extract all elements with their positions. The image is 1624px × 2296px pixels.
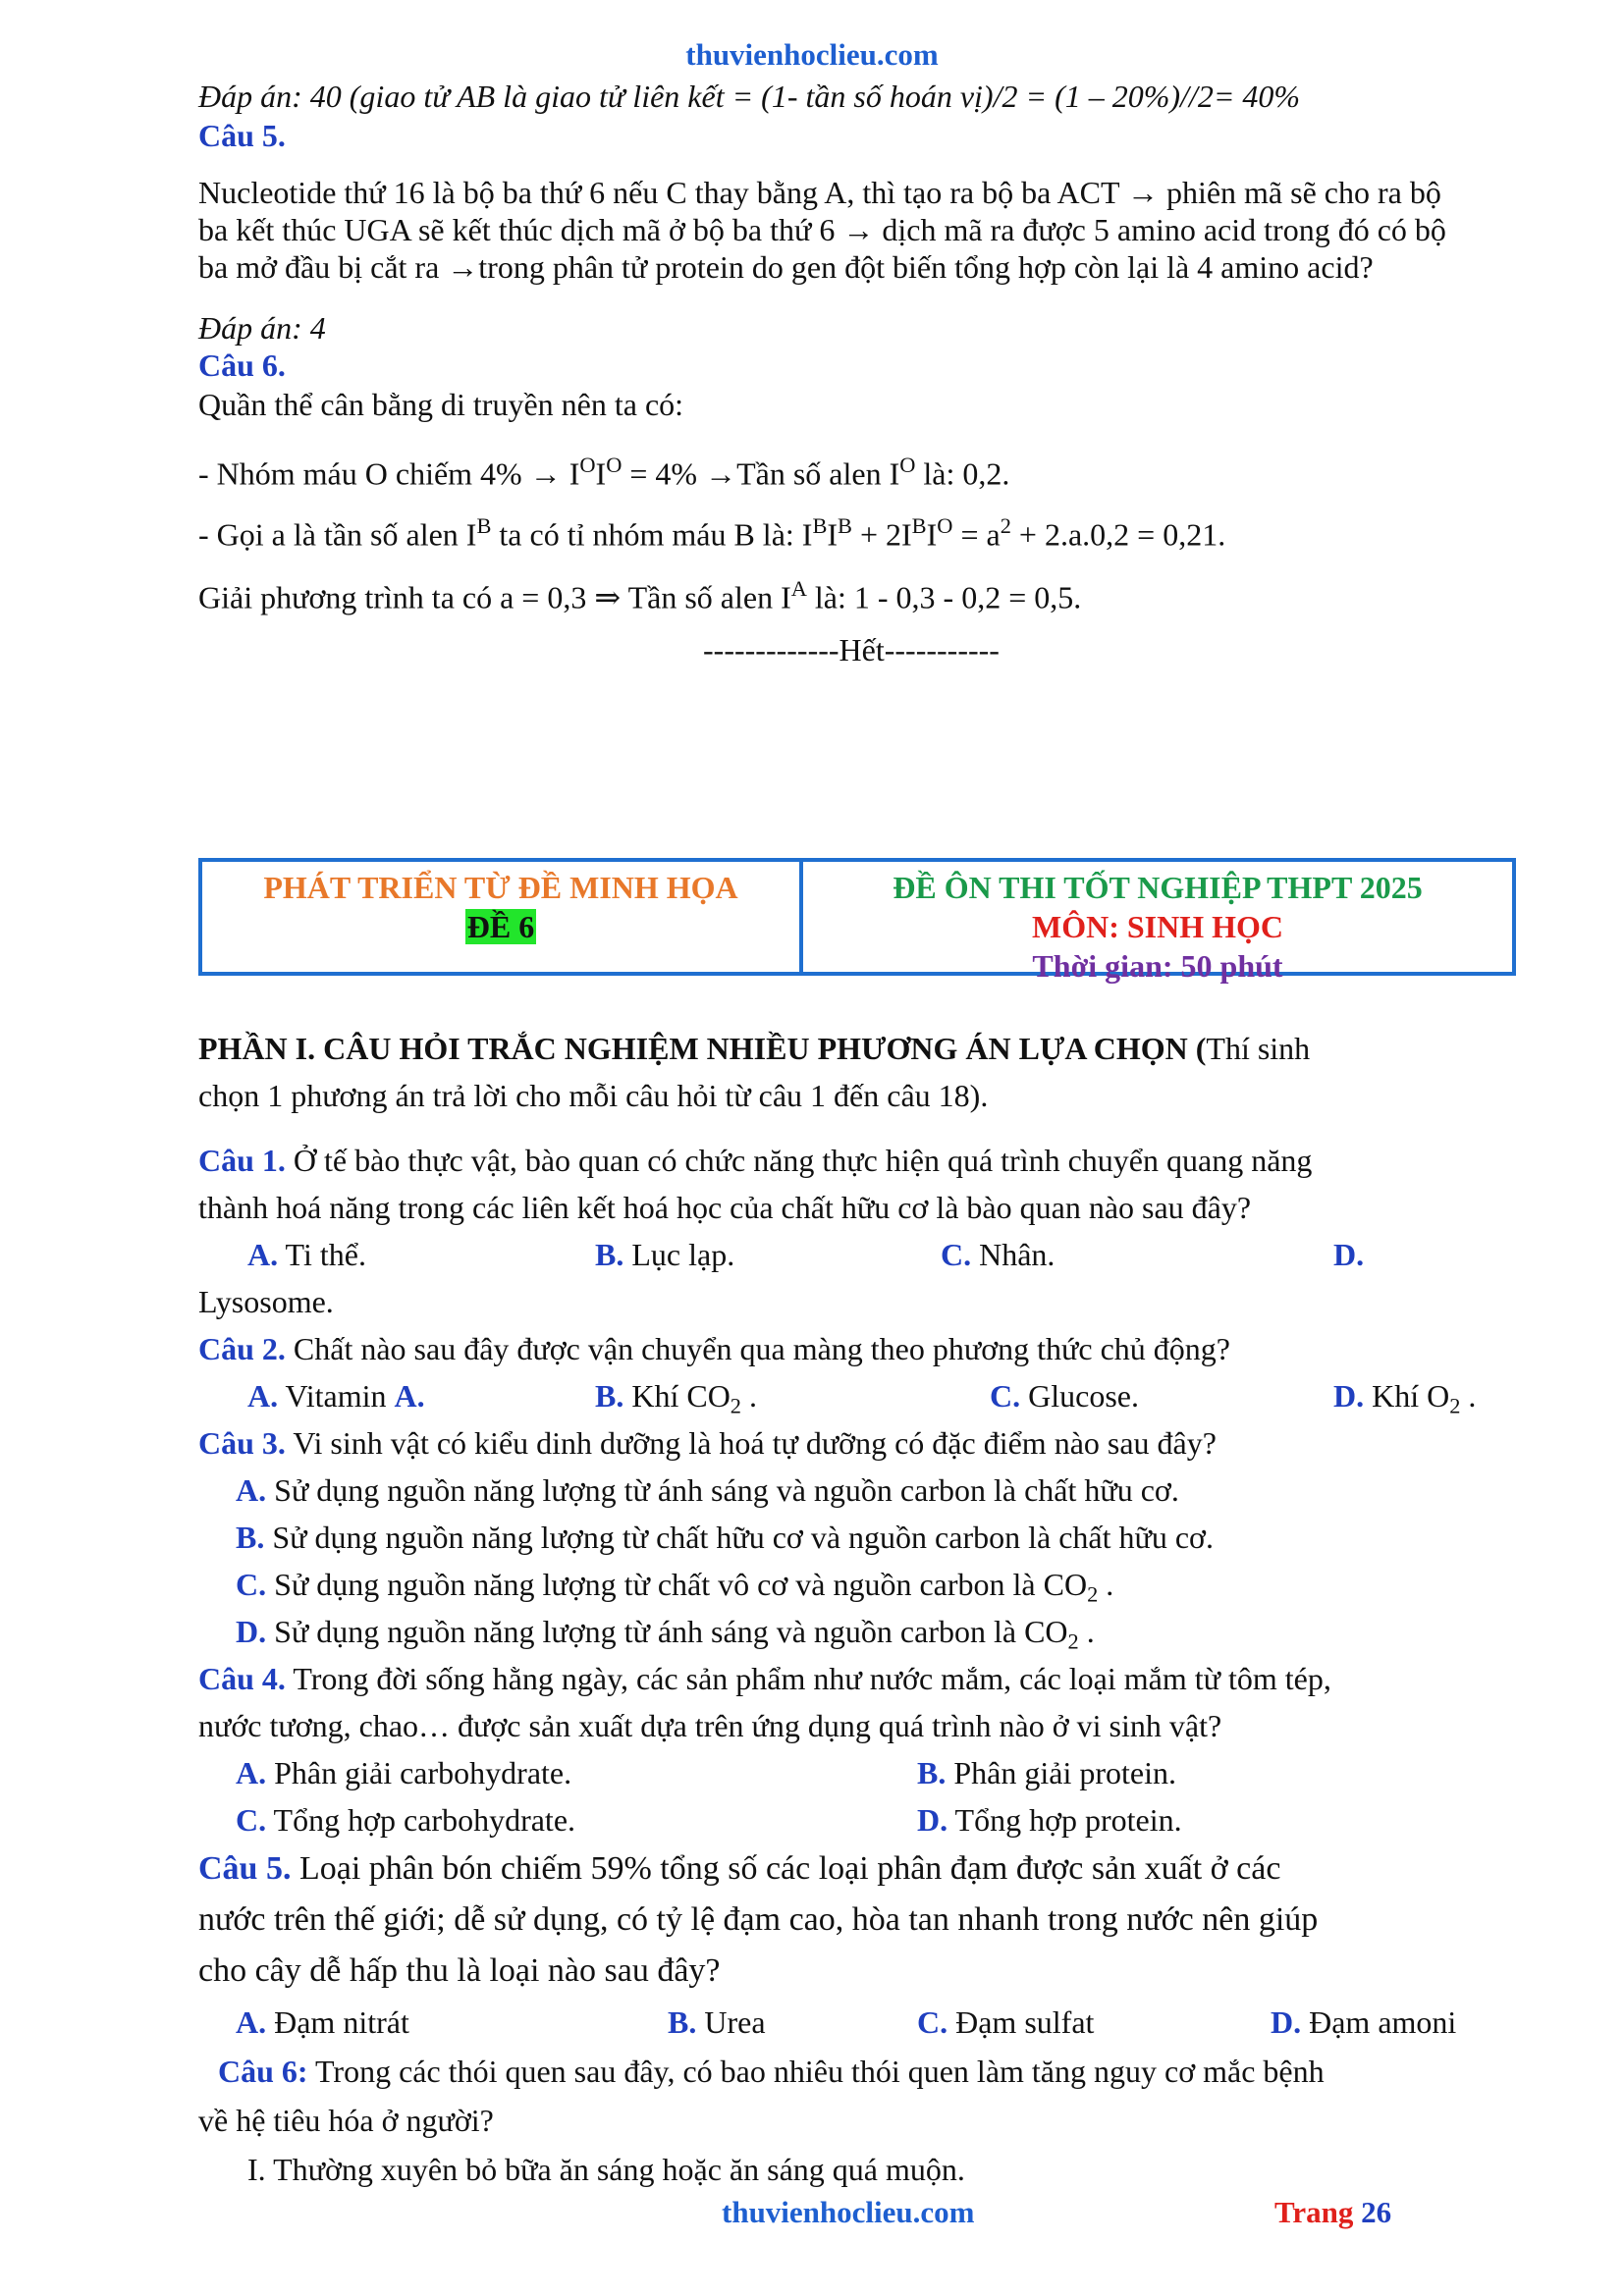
exam-subject: MÔN: SINH HỌC xyxy=(1032,909,1283,944)
option-b: B. Lục lạp. xyxy=(595,1237,735,1272)
option-d: D. Đạm amoni xyxy=(1271,2004,1457,2040)
solution-line: - Gọi a là tần số alen $I^B$ ta có tỉ nhóm máu B là: $I^BI^B + 2I^BI^O = a^2 + 2.a.0,2 = 0,21$. xyxy=(198,513,1226,553)
question-2: Câu 2. Chất nào sau đây được vận chuyển qua màng theo phương thức chủ động? xyxy=(198,1331,1230,1366)
header-site: thuvienhoclieu.com xyxy=(685,37,939,72)
question-3: Câu 3. Vi sinh vật có kiểu dinh dưỡng là hoá tự dưỡng có đặc điểm nào sau đây? xyxy=(198,1425,1217,1461)
question-1: Câu 1. Ở tế bào thực vật, bào quan có chức năng thực hiện quá trình chuyển quang năng xyxy=(198,1143,1313,1178)
option-a: A. Sử dụng nguồn năng lượng từ ánh sáng và nguồn carbon là chất hữu cơ. xyxy=(236,1472,1179,1508)
exam-number: ĐỀ 6 xyxy=(466,909,535,944)
answer-text: Đáp án: 4 xyxy=(198,310,326,346)
option-c: C. Sử dụng nguồn năng lượng từ chất vô cơ và nguồn carbon là $CO_2$ . xyxy=(236,1567,1114,1607)
exam-duration: Thời gian: 50 phút xyxy=(1032,948,1283,984)
option-b: B. Sử dụng nguồn năng lượng từ chất hữu cơ và nguồn carbon là chất hữu cơ. xyxy=(236,1520,1214,1555)
section-title: PHẦN I. CÂU HỎI TRẮC NGHIỆM NHIỀU PHƯƠNG ÁN LỰA CHỌN (Thí sinh xyxy=(198,1031,1311,1066)
footer-site: thuvienhoclieu.com xyxy=(722,2195,975,2229)
question-text: nước trên thế giới; dễ sử dụng, có tỷ lệ đạm cao, hòa tan nhanh trong nước nên giúp xyxy=(198,1901,1319,1938)
solution-line: Giải phương trình ta có a = 0,3 ⇒ Tần số alen $I^A$ là: 1 - 0,3 - 0,2 = 0,5. xyxy=(198,576,1082,615)
question-4: Câu 4. Trong đời sống hằng ngày, các sản phẩm như nước mắm, các loại mắm từ tôm tép, xyxy=(198,1661,1331,1696)
option-a: A. Ti thể. xyxy=(247,1237,366,1272)
option-d-text: Lysosome. xyxy=(198,1284,334,1319)
option-d: D. Tổng hợp protein. xyxy=(917,1802,1182,1838)
option-b: B. Urea xyxy=(668,2004,766,2040)
question-5: Câu 5. Loại phân bón chiếm 59% tổng số các loại phân đạm được sản xuất ở các xyxy=(198,1850,1281,1887)
box-right-cell xyxy=(803,868,1512,986)
solution-line: Quần thể cân bằng di truyền nên ta có: xyxy=(198,387,684,422)
end-mark: -------------Hết----------- xyxy=(703,632,1000,667)
solution-line: ba kết thúc UGA sẽ kết thúc dịch mã ở bộ ba thứ 6 → dịch mã ra được 5 amino acid trong đó có bộ xyxy=(198,212,1446,247)
page-number: Trang 26 xyxy=(1274,2195,1392,2229)
question-item: I. Thường xuyên bỏ bữa ăn sáng hoặc ăn sáng quá muộn. xyxy=(247,2152,965,2187)
option-a: A. Phân giải carbohydrate. xyxy=(236,1755,572,1790)
option-a: A. Đạm nitrát xyxy=(236,2004,409,2040)
option-c: C. Tổng hợp carbohydrate. xyxy=(236,1802,576,1838)
question-text: nước tương, chao… được sản xuất dựa trên ứng dụng quá trình nào ở vi sinh vật? xyxy=(198,1708,1222,1743)
solution-line: Nucleotide thứ 16 là bộ ba thứ 6 nếu C thay bằng A, thì tạo ra bộ ba ACT → phiên mã sẽ cho ra bộ xyxy=(198,175,1441,210)
solution-line: ba mở đầu bị cắt ra →trong phân tử protein do gen đột biến tổng hợp còn lại là 4 amino acid? xyxy=(198,249,1374,285)
question-text: thành hoá năng trong các liên kết hoá học của chất hữu cơ là bào quan nào sau đây? xyxy=(198,1190,1252,1225)
question-6: Câu 6: Trong các thói quen sau đây, có bao nhiêu thói quen làm tăng nguy cơ mắc bệnh xyxy=(218,2054,1325,2089)
box-left-title: PHÁT TRIỂN TỪ ĐỀ MINH HỌA xyxy=(263,870,738,905)
option-c: C. Đạm sulfat xyxy=(917,2004,1095,2040)
answer-text: Đáp án: 40 (giao tử AB là giao tử liên kết = (1- tần số hoán vị)/2 = (1 – 20%)//2= 40% xyxy=(198,79,1301,114)
section-subtitle: chọn 1 phương án trả lời cho mỗi câu hỏi từ câu 1 đến câu 18). xyxy=(198,1078,989,1113)
exam-title: ĐỀ ÔN THI TỐT NGHIỆP THPT 2025 xyxy=(893,870,1423,905)
question-label: Câu 6. xyxy=(198,347,286,383)
box-left-cell xyxy=(202,868,799,946)
option-c: C. Nhân. xyxy=(941,1237,1056,1272)
option-b: B. Khí $CO_2$ . xyxy=(595,1378,757,1418)
exam-header-box xyxy=(198,858,1516,984)
option-c: C. Glucose. xyxy=(990,1378,1139,1414)
solution-line: - Nhóm máu O chiếm $4\% \to I^OI^O = 4\%$ →Tần số alen $I^O$ là: 0,2. xyxy=(198,453,1010,492)
option-b: B. Phân giải protein. xyxy=(917,1755,1176,1790)
option-d: D. Khí $O_2$ . xyxy=(1333,1378,1477,1418)
question-label: Câu 5. xyxy=(198,118,286,153)
option-d: D. xyxy=(1333,1237,1365,1272)
option-d: D. Sử dụng nguồn năng lượng từ ánh sáng và nguồn carbon là $CO_2$ . xyxy=(236,1614,1095,1654)
question-text: cho cây dễ hấp thu là loại nào sau đây? xyxy=(198,1952,721,1989)
question-text: về hệ tiêu hóa ở người? xyxy=(198,2103,494,2138)
option-a: A. Vitamin A. xyxy=(247,1378,425,1414)
